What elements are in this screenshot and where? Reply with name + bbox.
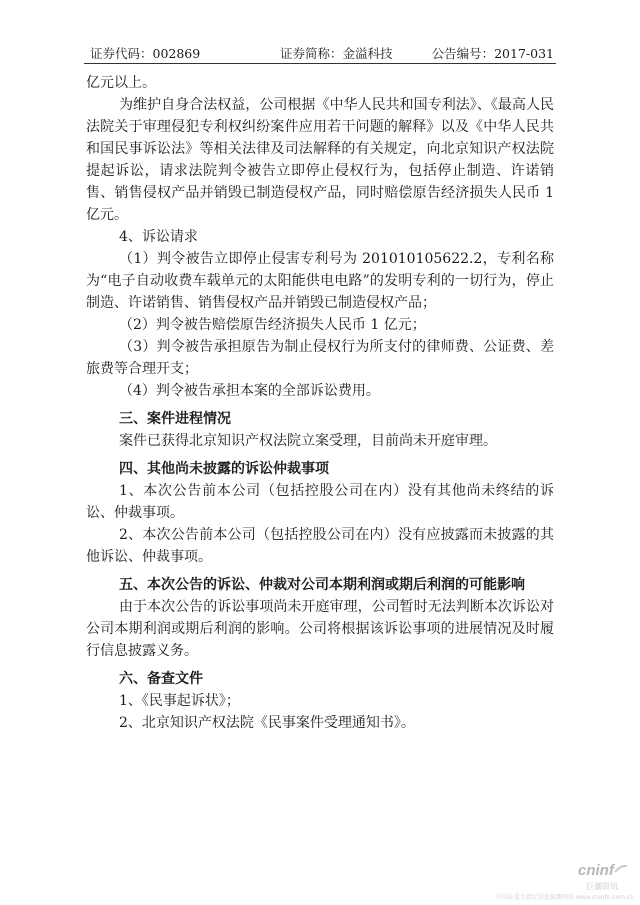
claim-item: （4）判令被告承担本案的全部诉讼费用。 <box>119 383 380 399</box>
watermark-url: 中国证监会指定信息披露网站 www.cninfo.com.cn <box>496 894 634 901</box>
stock-name: 证券简称：金溢科技 <box>280 46 393 61</box>
paragraph: 由于本次公告的诉讼事项尚未开庭审理，公司暂时无法判断本次诉讼对公司本期利润或期后利润的影响。公司将根据该诉讼事项的进展情况及时履行信息披露义务。 <box>86 599 554 659</box>
section-title: 三、案件进程情况 <box>119 411 231 427</box>
paragraph: 案件已获得北京知识产权法院立案受理，目前尚未开庭审理。 <box>119 433 497 449</box>
paragraph: 2、本次公告前本公司（包括控股公司在内）没有应披露而未披露的其他诉讼、仲裁事项。 <box>86 527 554 565</box>
announcement-number: 公告编号：2017-031 <box>431 46 554 61</box>
claim-item: （2）判令被告赔偿原告经济损失人民币 1 亿元； <box>119 317 426 333</box>
cninfo-watermark-logo <box>496 862 634 902</box>
watermark-subtext: 巨潮资讯 <box>586 882 618 891</box>
watermark-logo-text: cninf <box>578 862 614 879</box>
claim-item: （1）判令被告立即停止侵害专利号为 201010105622.2，专利名称为“电子自动收费车载单元的太阳能供电电路”的发明专利的一切行为，停止制造、许诺销售、销售侵权产品并销毁已制造侵权产品； <box>86 251 554 311</box>
document-body <box>86 72 554 734</box>
paragraph: 1、本次公告前本公司（包括控股公司在内）没有其他尚未终结的诉讼、仲裁事项。 <box>86 483 554 521</box>
claims-heading: 4、诉讼请求 <box>119 229 198 245</box>
section-title: 五、本次公告的诉讼、仲裁对公司本期利润或期后利润的可能影响 <box>119 577 525 593</box>
list-item: 1、《民事起诉状》； <box>119 693 240 709</box>
paragraph: 亿元以上。 <box>86 75 156 91</box>
claim-item: （3）判令被告承担原告为制止侵权行为所支付的律师费、公证费、差旅费等合理开支； <box>86 339 554 377</box>
page-header <box>84 40 556 62</box>
section-title: 六、备查文件 <box>119 671 203 687</box>
list-item: 2、北京知识产权法院《民事案件受理通知书》。 <box>119 715 415 731</box>
section-title: 四、其他尚未披露的诉讼仲裁事项 <box>119 461 329 477</box>
paragraph: 为维护自身合法权益，公司根据《中华人民共和国专利法》、《最高人民法院关于审理侵犯专利权纠纷案件应用若干问题的解释》以及《中华人民共和国民事诉讼法》等相关法律及司法解释的有关规定，向北京知识产权法院提起诉讼，请求法院判令被告立即停止侵权行为，包括停止制造、许诺销售、销售侵权产品并销毁已制造侵权产品，同时赔偿原告经济损失人民币 1 亿元。 <box>86 97 554 223</box>
header-rule <box>84 63 556 64</box>
stock-code: 证券代码：002869 <box>90 46 201 61</box>
swoosh-icon <box>614 864 628 874</box>
